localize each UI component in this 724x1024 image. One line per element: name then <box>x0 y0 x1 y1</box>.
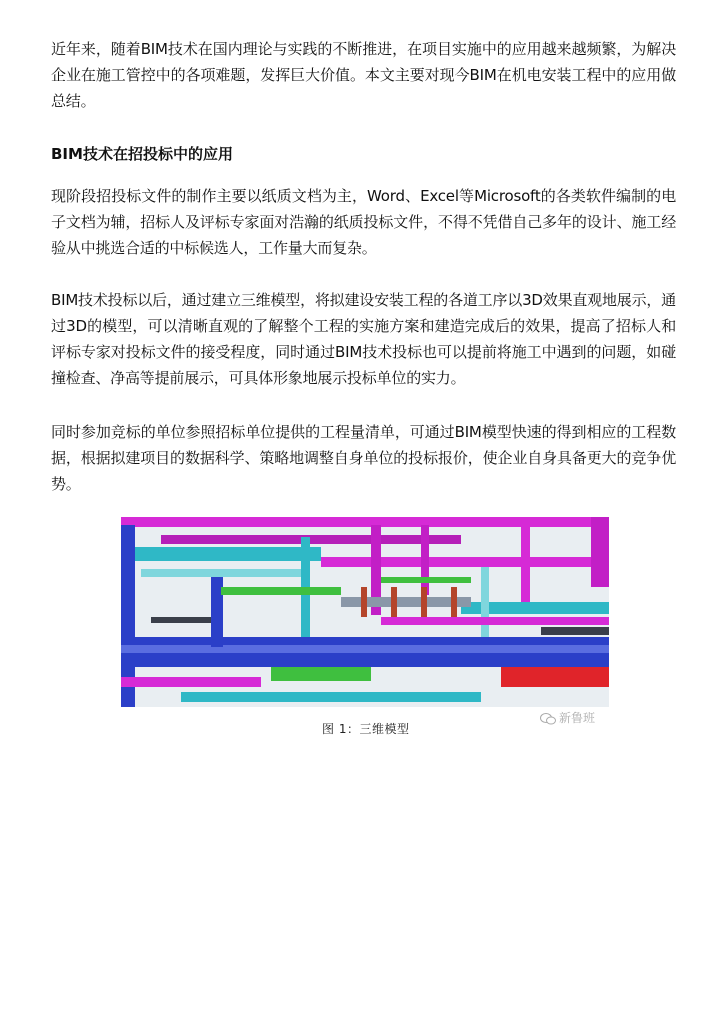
section-heading: BIM技术在招投标中的应用 <box>51 145 233 163</box>
body-paragraph-2: BIM技术投标以后，通过建立三维模型，将拟建设安装工程的各道工序以3D效果直观地展示，通过3D的模型，可以清晰直观的了解整个工程的实施方案和建造完成后的效果，提高了招标人和评标专家对投标文件的接受程度，同时通过BIM技术投标也可以提前将施工中遇到的问题，如碰撞检查、净高等提前展示，可具体形象地展示投标单位的实力。 <box>51 291 676 387</box>
source-watermark <box>540 709 595 726</box>
body-paragraph-1: 现阶段招投标文件的制作主要以纸质文档为主，Word、Excel等Microsoft的各类软件编制的电子文档为辅，招标人及评标专家面对浩瀚的纸质投标文件，不得不凭借自己多年的设计、施工经验从中挑选合适的中标候选人，工作量大而复杂。 <box>51 187 676 257</box>
watermark-label: 新鲁班 <box>559 711 596 725</box>
figure-caption: 图 1：三维模型 <box>322 722 410 736</box>
wechat-logo-icon <box>540 713 556 725</box>
bim-pipe-model-illustration <box>121 517 609 707</box>
intro-paragraph: 近年来，随着BIM技术在国内理论与实践的不断推进，在项目实施中的应用越来越频繁，为解决企业在施工管控中的各项难题，发挥巨大价值。本文主要对现今BIM在机电安装工程中的应用做总结。 <box>51 40 676 110</box>
body-paragraph-3: 同时参加竞标的单位参照招标单位提供的工程量清单，可通过BIM模型快速的得到相应的工程数据，根据拟建项目的数据科学、策略地调整自身单位的投标报价，使企业自身具备更大的竞争优势。 <box>51 423 676 493</box>
bim-3d-model-figure <box>121 517 609 741</box>
